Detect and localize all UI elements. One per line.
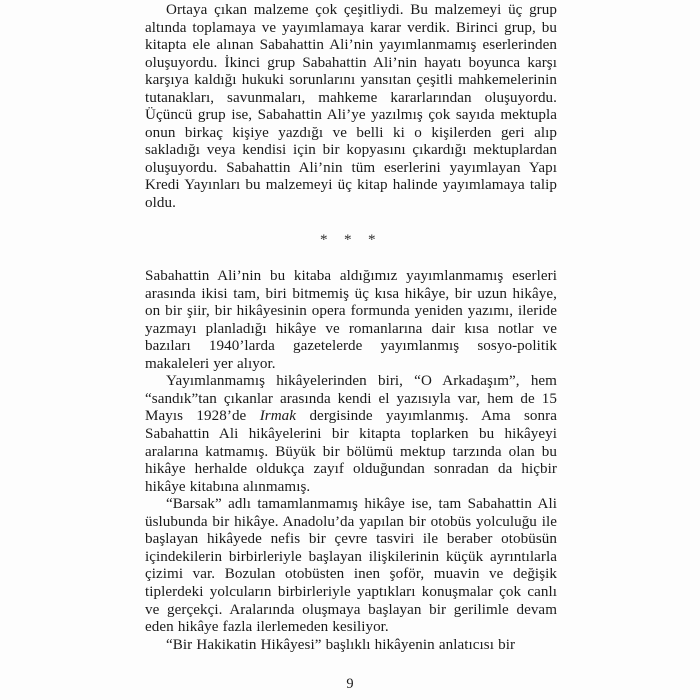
- divider-spacer-bottom: [145, 249, 557, 268]
- paragraph-2: Sabahattin Ali’nin bu kitaba aldığımız yayımlanmamış eserleri arasında ikisi tam, biri bitmemiş üç kısa hikâye, bir uzun hikâye, on bir şiir, bir hikâyesinin opera formunda yeniden yazımı, ileride yazmayı planladığı hikâye ve romanlarına dair kısa notlar ve bazıları 1940’larda gazetelerde yayımlanmış sosyo-politik makaleleri yer alıyor.: [145, 268, 557, 372]
- paragraph-5: “Bir Hakikatin Hikâyesi” başlıklı hikâyenin anlatıcısı bir: [166, 636, 516, 653]
- page-number: 9: [346, 676, 354, 692]
- journal-title-irmak: Irmak: [259, 408, 297, 425]
- paragraph-3: [145, 373, 557, 496]
- paragraph-1: Ortaya çıkan malzeme çok çeşitliydi. Bu malzemeyi üç grup altında toplamaya ve yayımlamaya karar verdik. Birinci grup, bu kitapta ele alınan Sabahattin Ali’nin yayımlanmamış eserlerinden oluşuyordu. İkinci grup Sabahattin Ali’nin hayatı boyunca karşı karşıya kaldığı hukuki sorunlarını yansıtan çeşitli mahkemelerinin tutanakları, savunmaları, mahkeme kararlarından oluşuyordu. Üçüncü grup ise, Sabahattin Ali’ye yazılmış çok sayıda mektupla onun birkaç kişiye yazdığı ve belli ki o kişilerden geri alıp sakladığı veya kendisi için bir kopyasını çıkardığı mektuplardan oluşuyordu. Sabahattin Ali’nin tüm eserlerini yayımlayan Yapı Kredi Yayınları bu malzemeyi üç kitap halinde yayımlamaya talip oldu.: [145, 2, 557, 212]
- section-divider: * * *: [320, 231, 382, 248]
- body-text-column: [145, 2, 557, 654]
- paragraph-3-text-after-title: dergisinde yayımlanmış. Ama sonra Sabahattin Ali hikâyelerini bir kitapta toplarken bu hikâyeyi aralarına katmamış. Büyük bir bölümü mektup tarzında olan bu hikâye herhalde oldukça zayıf olduğundan sonradan da hiçbir hikâye kitabına alınmamış.: [145, 408, 557, 495]
- divider-spacer-top: [145, 213, 557, 232]
- paragraph-4: “Barsak” adlı tamamlanmamış hikâye ise, tam Sabahattin Ali üslubunda bir hikâye. Anadolu’da yapılan bir otobüs yolculuğu ile başlayan hikâyede nefis bir çevre tasviri ile beraber otobüsün içindekilerin birbirleriyle başlayan ilişkilerinin küçük ayrıntılarla çizimi var. Bozulan otobüsten inen şoför, muavin ve değişik tiplerdeki yolcuların birbirleriyle yaptıkları konuşmalar çok canlı ve gerçekçi. Aralarında oluşmaya başlayan bir gerilimle devam eden hikâye fazla ilerlemeden kesiliyor.: [145, 496, 557, 636]
- paragraph-3-text-before-title: Yayımlanmamış hikâyelerinden biri, “O Arkadaşım”, hem “sandık”tan çıkanlar arasında kendi el yazısıyla var, hem de 15 Mayıs 1928’de: [145, 373, 557, 425]
